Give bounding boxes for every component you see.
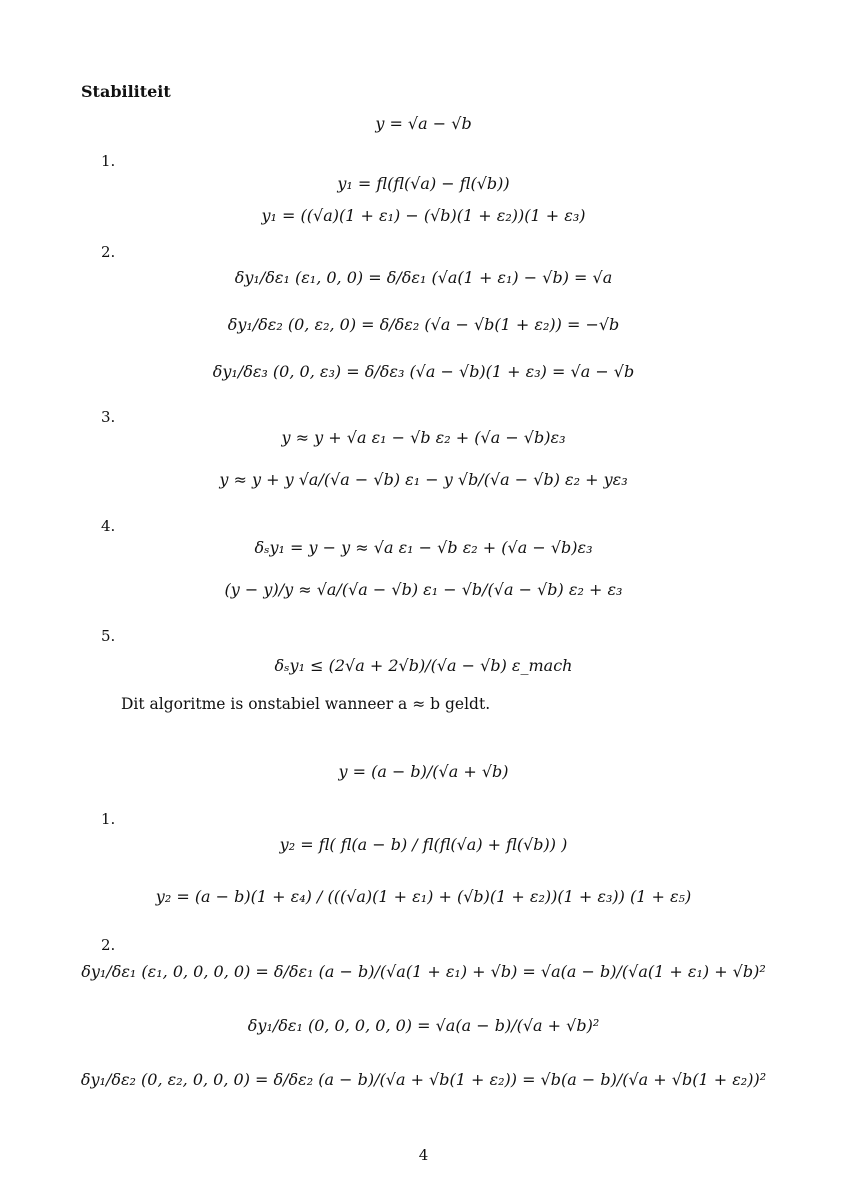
equation-1a: y₁ = fl(fl(√a) − fl(√b)) [337, 174, 510, 193]
equation-4b: (y − y)/y ≈ √a/(√a − √b) ε₁ − √b/(√a − √b) ε₂ + ε₃ [224, 580, 623, 599]
step-label-5: 5. [101, 627, 116, 645]
page-number: 4 [418, 1146, 429, 1164]
section-title: Stabiliteit [81, 82, 171, 101]
equation-5: δₛy₁ ≤ (2√a + 2√b)/(√a − √b) ε_mach [274, 656, 573, 675]
equation-2-1a: y₂ = fl( fl(a − b) / fl(fl(√a) + fl(√b)) ) [279, 835, 568, 854]
conclusion-text: Dit algoritme is onstabiel wanneer a ≈ b geldt. [121, 695, 491, 713]
equation-main-2: y = (a − b)/(√a + √b) [338, 762, 509, 781]
equation-2c: δy₁/δε₃ (0, 0, ε₃) = δ/δε₃ (√a − √b)(1 + ε₃) = √a − √b [212, 362, 635, 381]
step-label-4: 4. [101, 517, 116, 535]
equation-main-1: y = √a − √b [375, 114, 472, 133]
step-label-3: 3. [101, 408, 116, 426]
step-label-2: 2. [101, 243, 116, 261]
equation-2-2c: δy₁/δε₂ (0, ε₂, 0, 0, 0) = δ/δε₂ (a − b)/(√a + √b(1 + ε₂)) = √b(a − b)/(√a + √b(1 + ε₂))² [80, 1070, 767, 1089]
equation-3a: y ≈ y + √a ε₁ − √b ε₂ + (√a − √b)ε₃ [281, 428, 566, 447]
equation-2a: δy₁/δε₁ (ε₁, 0, 0) = δ/δε₁ (√a(1 + ε₁) − √b) = √a [234, 268, 613, 287]
equation-4a: δₛy₁ = y − y ≈ √a ε₁ − √b ε₂ + (√a − √b)ε₃ [254, 538, 593, 557]
step-label-2-2: 2. [101, 936, 116, 954]
equation-2-2a: δy₁/δε₁ (ε₁, 0, 0, 0, 0) = δ/δε₁ (a − b)/(√a(1 + ε₁) + √b) = √a(a − b)/(√a(1 + ε₁) + √b)² [81, 962, 766, 981]
step-label-2-1: 1. [101, 810, 116, 828]
equation-3b: y ≈ y + y √a/(√a − √b) ε₁ − y √b/(√a − √b) ε₂ + yε₃ [219, 470, 628, 489]
equation-2-2b: δy₁/δε₁ (0, 0, 0, 0, 0) = √a(a − b)/(√a + √b)² [247, 1016, 600, 1035]
equation-2-1b: y₂ = (a − b)(1 + ε₄) / (((√a)(1 + ε₁) + (√b)(1 + ε₂))(1 + ε₃)) (1 + ε₅) [155, 887, 692, 906]
equation-2b: δy₁/δε₂ (0, ε₂, 0) = δ/δε₂ (√a − √b(1 + ε₂)) = −√b [227, 315, 620, 334]
step-label-1: 1. [101, 152, 116, 170]
equation-1b: y₁ = ((√a)(1 + ε₁) − (√b)(1 + ε₂))(1 + ε₃) [261, 206, 586, 225]
